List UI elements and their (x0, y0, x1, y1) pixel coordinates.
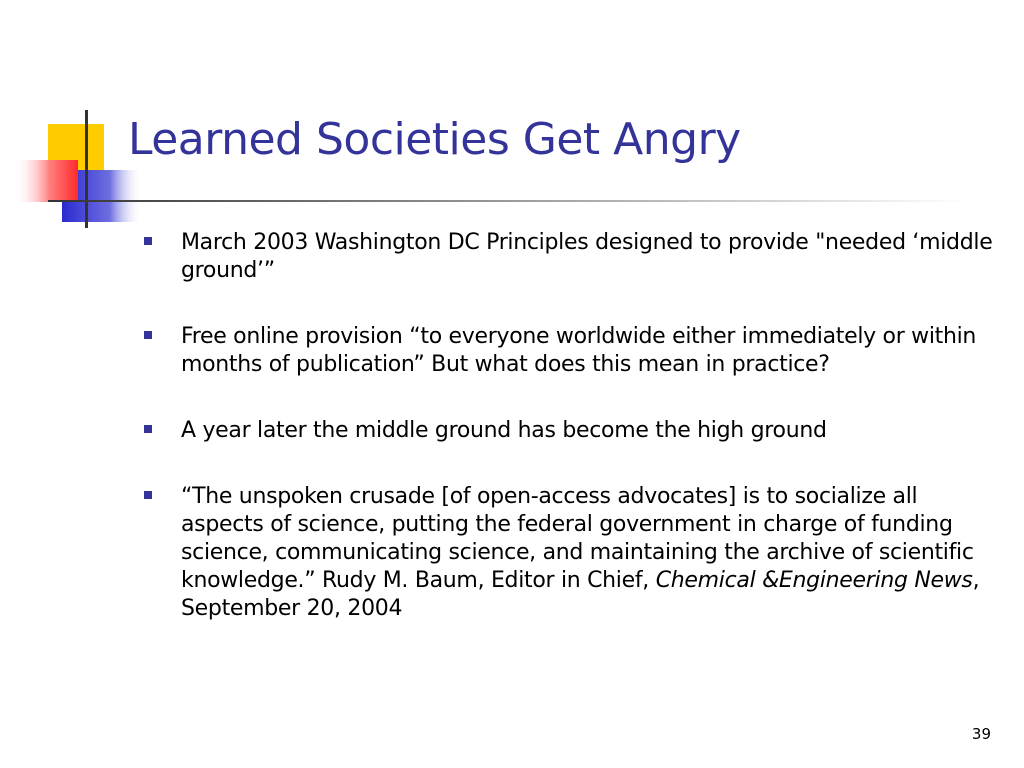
bullet-item (144, 323, 1004, 379)
bullet-item (144, 417, 1004, 445)
quote-date: , September 20, 2004 (181, 568, 980, 621)
bullet-text: Free online provision “to everyone worldwide either immediately or within months of publication” But what does this mean in practice? (181, 324, 977, 377)
slide-title: Learned Societies Get Angry (128, 114, 741, 165)
bullet-square-icon (144, 491, 152, 499)
bullet-square-icon (144, 237, 152, 245)
bullet-item (144, 483, 1004, 623)
deco-red-block (14, 160, 78, 202)
bullet-list (144, 229, 1004, 623)
slide-number: 39 (971, 725, 991, 743)
bullet-text-quote (181, 483, 1004, 623)
bullet-item (144, 229, 1004, 285)
bullet-text: A year later the middle ground has become the high ground (181, 418, 827, 443)
publication-name: Chemical &Engineering News (655, 568, 973, 593)
bullet-text: March 2003 Washington DC Principles designed to provide "needed ‘middle ground’” (181, 230, 993, 283)
quote-text: “The unspoken crusade [of open-access advocates] is to socialize all aspects of science, putting the federal government in charge of funding science, communicating science, and maintaining the archive of scientific knowledge.” Rudy M. Baum, Editor in Chief, (181, 484, 974, 593)
bullet-square-icon (144, 331, 152, 339)
bullet-square-icon (144, 425, 152, 433)
deco-vertical-line (85, 110, 88, 228)
deco-horizontal-line (48, 200, 968, 202)
